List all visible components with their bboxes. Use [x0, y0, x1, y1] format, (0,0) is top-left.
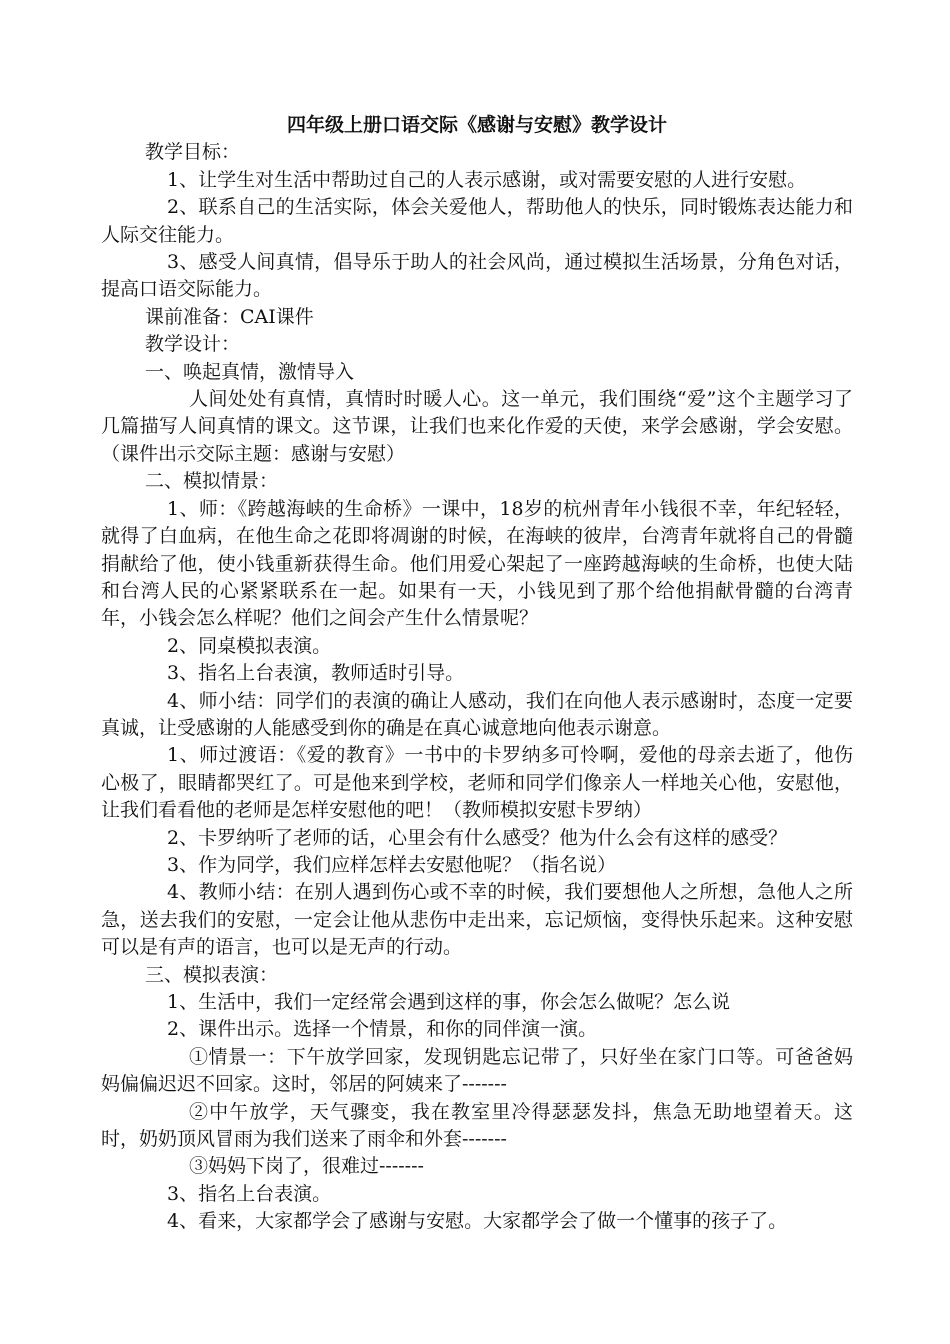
paragraph: 4、教师小结：在别人遇到伤心或不幸的时候，我们要想他人之所想，急他人之所急，送去我们的安慰，一定会让他从悲伤中走出来，忘记烦恼，变得快乐起来。这种安慰可以是有声的语言，也可以是无声的行动。	[101, 881, 853, 959]
paragraph: 一、唤起真情，激情导入	[145, 360, 355, 383]
paragraph: ③妈妈下岗了，很难过-------	[189, 1155, 424, 1178]
paragraph: 3、感受人间真情，倡导乐于助人的社会风尚，通过模拟生活场景，分角色对话，提高口语交际能力。	[101, 251, 853, 301]
paragraph: ①情景一：下午放学回家，发现钥匙忘记带了，只好坐在家门口等。可爸爸妈妈偏偏迟迟不回家。这时，邻居的阿姨来了-------	[101, 1045, 853, 1096]
paragraph: 3、作为同学，我们应样怎样去安慰他呢？（指名说）	[167, 853, 617, 876]
paragraph: ②中午放学，天气骤变，我在教室里冷得瑟瑟发抖，焦急无助地望着天。这时，奶奶顶风冒雨为我们送来了雨伞和外套-------	[101, 1100, 853, 1151]
document-body	[101, 139, 853, 1235]
paragraph: 三、模拟表演：	[145, 963, 279, 986]
paragraph: 1、师：《跨越海峡的生命桥》一课中，18岁的杭州青年小钱很不幸，年纪轻轻，就得了白血病，在他生命之花即将凋谢的时候，在海峡的彼岸，台湾青年就将自己的骨髓捐献给了他，使小钱重新获得生命。他们用爱心架起了一座跨越海峡的生命桥，也使大陆和台湾人民的心紧紧联系在一起。如果有一天，小钱见到了那个给他捐献骨髓的台湾青年，小钱会怎么样呢？他们之间会产生什么情景呢？	[101, 497, 853, 630]
paragraph: 3、指名上台表演。	[167, 1182, 332, 1205]
paragraph: 1、生活中，我们一定经常会遇到这样的事，你会怎么做呢？怎么说	[167, 991, 731, 1013]
paragraph: 1、师过渡语：《爱的教育》一书中的卡罗纳多可怜啊，爱他的母亲去逝了，他伤心极了，眼睛都哭红了。可是他来到学校，老师和同学们像亲人一样地关心他，安慰他，让我们看看他的老师是怎样安慰他的吧！（教师模拟安慰卡罗纳）	[101, 744, 853, 822]
paragraph: 2、课件出示。选择一个情景，和你的同伴演一演。	[167, 1018, 598, 1041]
paragraph: 3、指名上台表演，教师适时引导。	[167, 662, 465, 685]
paragraph: 2、联系自己的生活实际，体会关爱他人，帮助他人的快乐，同时锻炼表达能力和人际交往能力。	[101, 196, 853, 246]
paragraph: 人间处处有真情，真情时时暖人心。这一单元，我们围绕“爱”这个主题学习了几篇描写人间真情的课文。这节课，让我们也来化作爱的天使，来学会感谢，学会安慰。（课件出示交际主题：感谢与安慰）	[101, 388, 853, 465]
paragraph: 课前准备：CAI课件	[145, 305, 314, 328]
document-title: 四年级上册口语交际《感谢与安慰》教学设计	[286, 114, 667, 136]
paragraph: 二、模拟情景：	[145, 470, 279, 493]
paragraph: 4、师小结：同学们的表演的确让人感动，我们在向他人表示感谢时，态度一定要真诚，让受感谢的人能感受到你的确是在真心诚意地向他表示谢意。	[101, 689, 853, 739]
paragraph: 4、看来，大家都学会了感谢与安慰。大家都学会了做一个懂事的孩子了。	[167, 1210, 788, 1233]
paragraph: 1、让学生对生活中帮助过自己的人表示感谢，或对需要安慰的人进行安慰。	[167, 168, 807, 191]
paragraph: 2、同桌模拟表演。	[167, 634, 332, 657]
paragraph: 教学目标：	[145, 141, 241, 164]
paragraph: 教学设计：	[145, 333, 241, 356]
paragraph: 2、卡罗纳听了老师的话，心里会有什么感受？他为什么会有这样的感受？	[167, 826, 788, 849]
document-page	[101, 112, 853, 1236]
